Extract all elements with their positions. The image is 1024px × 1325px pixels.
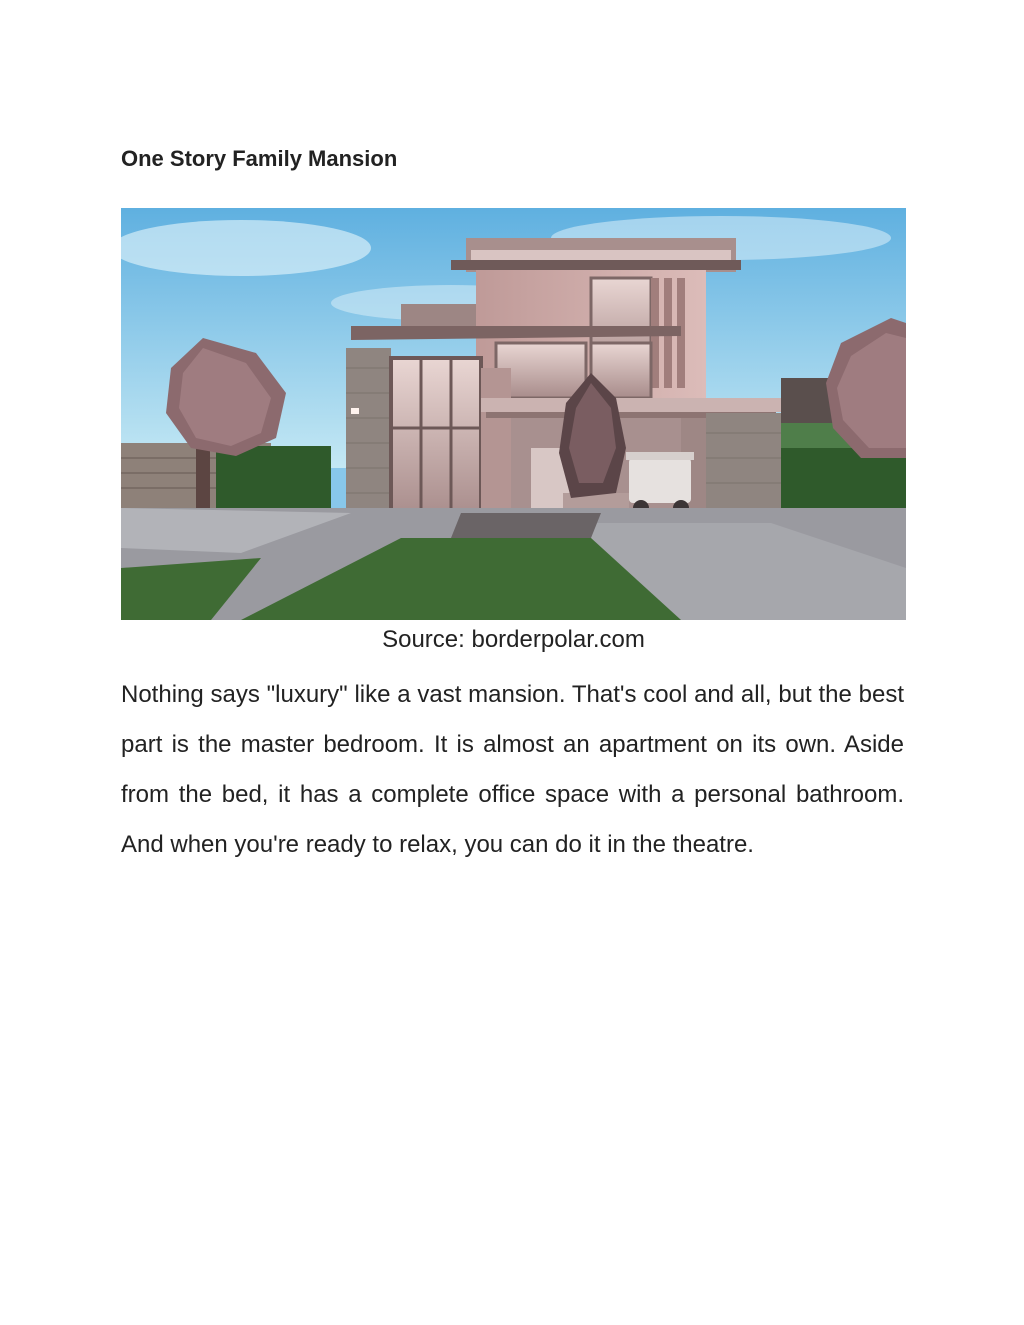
mansion-image bbox=[121, 208, 906, 620]
image-caption: Source: borderpolar.com bbox=[382, 626, 645, 653]
article-title: One Story Family Mansion bbox=[121, 146, 398, 171]
article-paragraph: Nothing says "luxury" like a vast mansion. That's cool and all, but the best part is the master bedroom. It is almost an apartment on its own. Aside from the bed, it has a complete office space with a personal bathroom. And when you're ready to relax, you can do it in the theatre. bbox=[121, 681, 904, 858]
